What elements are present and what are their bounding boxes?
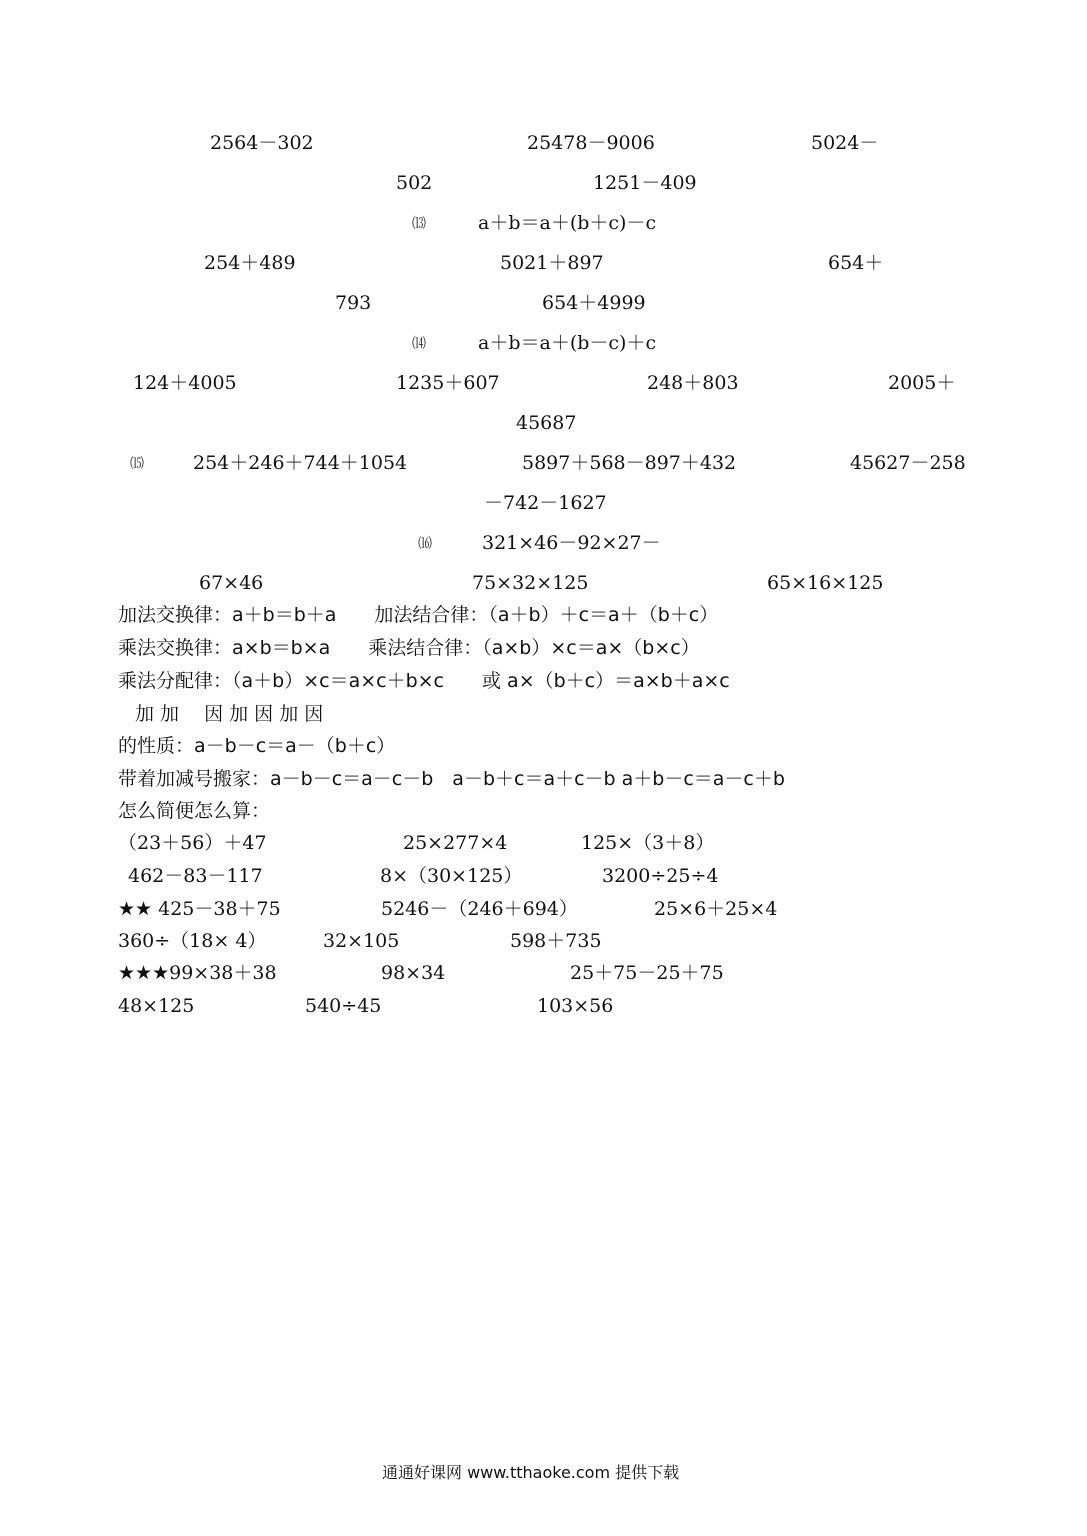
- expr: 67×46: [199, 572, 264, 594]
- law-line: 乘法交换律：a×b＝b×a 乘法结合律：（a×b）×c＝a×（b×c）: [118, 637, 700, 659]
- expr: 502: [396, 172, 433, 194]
- expr: 254＋246＋744＋1054: [193, 452, 408, 474]
- exercise: 103×56: [537, 995, 614, 1017]
- exercise: 25＋75－25＋75: [570, 962, 724, 984]
- exercise: 125×（3＋8）: [581, 832, 715, 854]
- expr: 654＋4999: [542, 292, 646, 314]
- expr: 5024－: [811, 132, 879, 154]
- exercise: 360÷（18× 4）: [118, 930, 267, 952]
- expr: 1235＋607: [396, 372, 500, 394]
- exercise: 540÷45: [305, 995, 382, 1017]
- expr: 654＋: [828, 252, 884, 274]
- law-line: 乘法分配律：（a＋b）×c＝a×c＋b×c 或 a×（b＋c）＝a×b＋a×c: [118, 670, 730, 692]
- exercise: 98×34: [381, 962, 446, 984]
- exercise: ★★ 425－38＋75: [118, 898, 281, 920]
- page-footer: 通通好课网 www.tthaoke.com 提供下载: [382, 1463, 680, 1482]
- expr: 25478－9006: [527, 132, 655, 154]
- law-line: 加 加 因 加 因 加 因: [135, 703, 324, 725]
- expr: 254＋489: [204, 252, 296, 274]
- problem-number: ⒁: [412, 336, 426, 352]
- exercise: ★★★99×38＋38: [118, 962, 277, 984]
- exercise: 462－83－117: [128, 865, 263, 887]
- exercise: 3200÷25÷4: [602, 865, 719, 887]
- law-line: 加法交换律：a＋b＝b＋a 加法结合律：（a＋b）＋c＝a＋（b＋c）: [118, 604, 719, 626]
- expr: 1251－409: [593, 172, 697, 194]
- expr: 2005＋: [888, 372, 956, 394]
- exercise: 25×277×4: [403, 832, 508, 854]
- problem-number: ⒀: [412, 216, 426, 232]
- problem-number: ⒃: [418, 536, 432, 552]
- section-heading: 怎么简便怎么算：: [118, 800, 271, 822]
- expr: 248＋803: [647, 372, 739, 394]
- expr: 321×46－92×27－: [482, 532, 661, 554]
- expr: 2564－302: [210, 132, 314, 154]
- expr: a＋b＝a＋(b－c)＋c: [478, 332, 657, 354]
- expr: 45627－258: [850, 452, 966, 474]
- expr: 793: [335, 292, 372, 314]
- exercise: 48×125: [118, 995, 195, 1017]
- problem-number: ⒂: [130, 456, 144, 472]
- expr: 5897＋568－897＋432: [522, 452, 737, 474]
- expr: 124＋4005: [133, 372, 237, 394]
- exercise: 5246－（246＋694）: [381, 898, 578, 920]
- expr: 65×16×125: [767, 572, 884, 594]
- law-line: 的性质：a－b－c＝a－（b＋c）: [118, 735, 396, 757]
- exercise: （23＋56）＋47: [118, 832, 267, 854]
- exercise: 32×105: [323, 930, 400, 952]
- expr: 5021＋897: [500, 252, 604, 274]
- law-line: 带着加减号搬家：a－b－c＝a－c－b a－b＋c＝a＋c－b a＋b－c＝a－c＋b: [118, 768, 785, 790]
- exercise: 25×6＋25×4: [654, 898, 778, 920]
- expr: a＋b＝a＋(b＋c)－c: [478, 212, 657, 234]
- expr: 45687: [516, 412, 577, 434]
- exercise: 598＋735: [510, 930, 602, 952]
- expr: －742－1627: [484, 492, 607, 514]
- expr: 75×32×125: [472, 572, 589, 594]
- exercise: 8×（30×125）: [380, 865, 523, 887]
